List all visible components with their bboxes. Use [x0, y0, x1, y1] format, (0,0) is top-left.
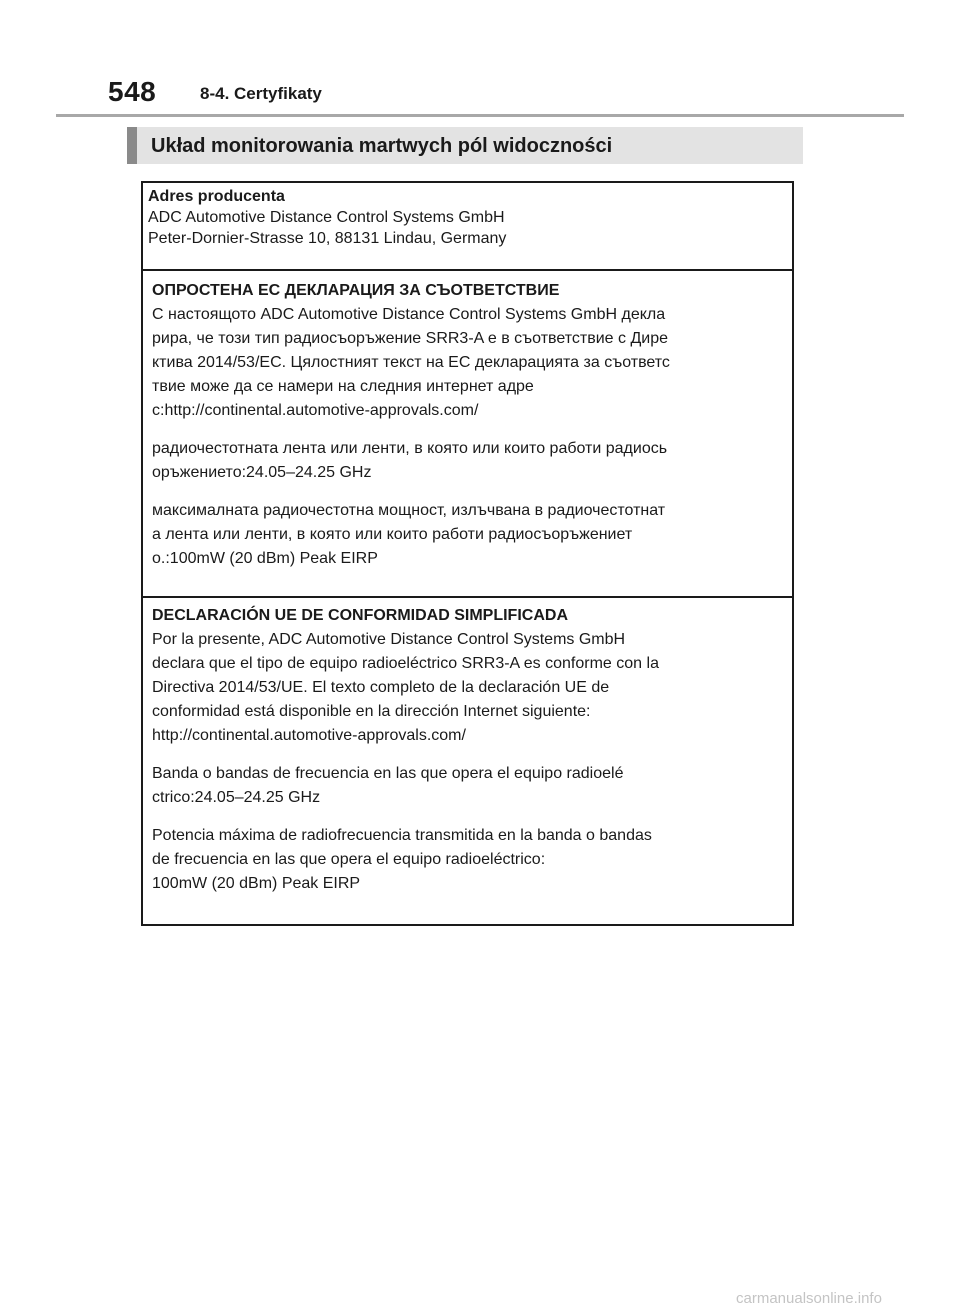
declaration-line: а лента или ленти, в която или които работи радиосъоръжениет: [152, 526, 633, 543]
declaration-line: http://continental.automotive-approvals.com/: [152, 727, 466, 744]
section-banner: [127, 127, 803, 164]
declaration-line: с:http://continental.automotive-approvals.com/: [152, 402, 479, 419]
declaration-line: С настоящото ADC Automotive Distance Control Systems GmbH декла: [152, 306, 666, 323]
declaration-bg-heading: ОПРОСТЕНА ЕС ДЕКЛАРАЦИЯ ЗА СЪОТВЕТСТВИЕ: [152, 282, 560, 299]
declaration-line: Directiva 2014/53/UE. El texto completo de la declaración UE de: [152, 679, 610, 696]
producer-line: Peter-Dornier-Strasse 10, 88131 Lindau, Germany: [148, 230, 507, 247]
producer-line: ADC Automotive Distance Control Systems GmbH: [148, 209, 505, 226]
declaration-line: de frecuencia en las que opera el equipo radioeléctrico:: [152, 851, 546, 868]
declaration-bg-cell: [143, 271, 792, 598]
paragraph-gap: [152, 748, 787, 762]
chapter-title: 8-4. Certyfikaty: [200, 84, 322, 103]
declaration-line: Potencia máxima de radiofrecuencia transmitida en la banda o bandas: [152, 827, 652, 844]
paragraph-gap: [152, 810, 787, 824]
page-header: [0, 0, 960, 118]
declaration-line: 100mW (20 dBm) Peak EIRP: [152, 875, 361, 892]
declaration-es-heading: DECLARACIÓN UE DE CONFORMIDAD SIMPLIFICADA: [152, 607, 568, 624]
paragraph-gap: [152, 485, 787, 499]
page-number: 548: [108, 76, 157, 107]
declaration-line: ctrico:24.05–24.25 GHz: [152, 789, 321, 806]
declaration-line: declara que el tipo de equipo radioeléctrico SRR3-A es conforme con la: [152, 655, 659, 672]
declaration-line: максималната радиочестотна мощност, излъчвана в радиочестотнат: [152, 502, 666, 519]
declaration-line: ктива 2014/53/ЕС. Цялостният текст на ЕС декларацията за съответс: [152, 354, 670, 371]
declaration-line: conformidad está disponible en la dirección Internet siguiente:: [152, 703, 591, 720]
producer-heading: Adres producenta: [148, 188, 285, 205]
declaration-line: рира, че този тип радиосъоръжение SRR3-A е в съответствие с Дире: [152, 330, 669, 347]
header-rule: [56, 114, 904, 117]
declaration-line: оръжението:24.05–24.25 GHz: [152, 464, 372, 481]
declaration-line: Por la presente, ADC Automotive Distance Control Systems GmbH: [152, 631, 626, 648]
site-watermark: carmanualsonline.info: [736, 1290, 882, 1307]
declaration-line: Banda o bandas de frecuencia en las que opera el equipo radioelé: [152, 765, 624, 782]
paragraph-gap: [152, 423, 787, 437]
producer-address-cell: [143, 183, 792, 271]
declaration-line: о.:100mW (20 dBm) Peak EIRP: [152, 550, 378, 567]
section-title: Układ monitorowania martwych pól widoczności: [151, 135, 613, 157]
declaration-line: радиочестотната лента или ленти, в която или които работи радиось: [152, 440, 668, 457]
declaration-es-cell: [143, 598, 792, 924]
certificate-table: [141, 181, 794, 926]
declaration-line: твие може да се намери на следния интернет адре: [152, 378, 534, 395]
